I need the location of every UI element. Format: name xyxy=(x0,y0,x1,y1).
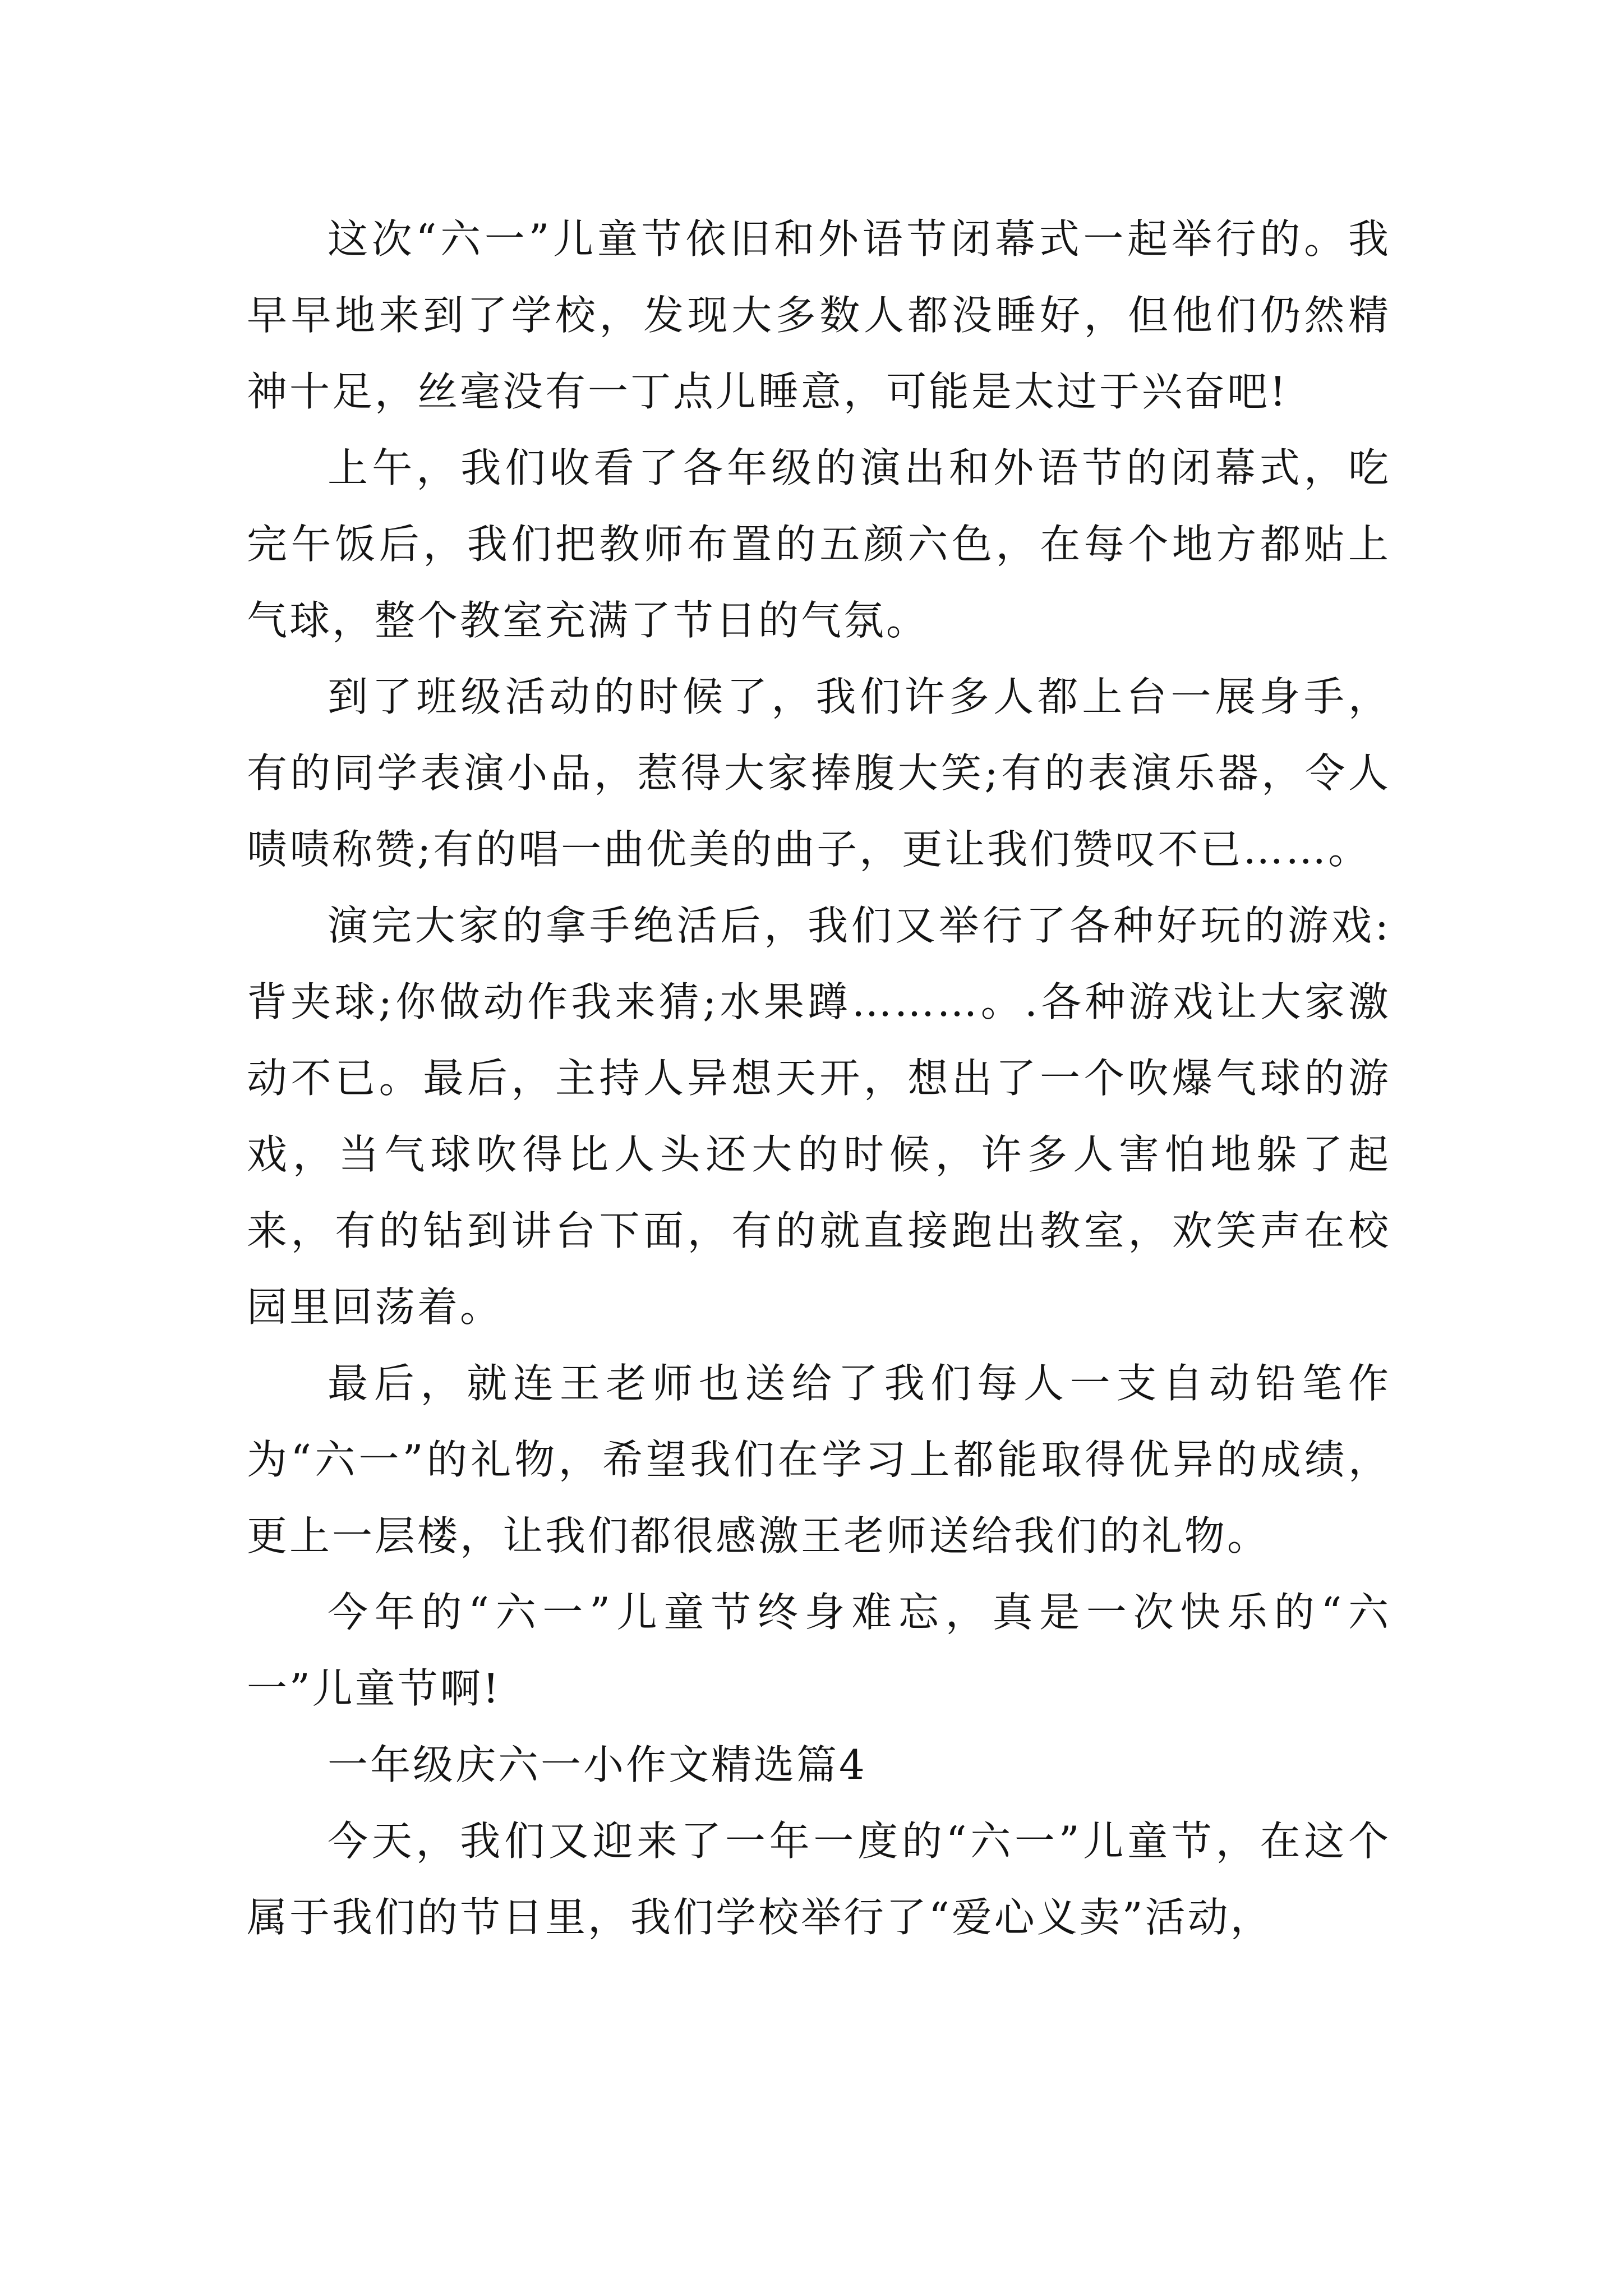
paragraph-1: 这次“六一”儿童节依旧和外语节闭幕式一起举行的。我早早地来到了学校，发现大多数人都没睡好，但他们仍然精神十足，丝毫没有一丁点儿睡意，可能是太过于兴奋吧! xyxy=(247,215,1391,415)
document-body xyxy=(247,201,1391,1955)
paragraph-4: 演完大家的拿手绝活后，我们又举行了各种好玩的游戏:背夹球;你做动作我来猜;水果蹲………。.各种游戏让大家激动不已。最后，主持人异想天开，想出了一个吹爆气球的游戏，当气球吹得比人头还大的时候，许多人害怕地躲了起来，有的钻到讲台下面，有的就直接跑出教室，欢笑声在校园里回荡着。 xyxy=(247,902,1391,1331)
paragraph-2: 上午，我们收看了各年级的演出和外语节的闭幕式，吃完午饭后，我们把教师布置的五颜六色，在每个地方都贴上气球，整个教室充满了节日的气氛。 xyxy=(247,444,1391,644)
paragraph-7: 今天，我们又迎来了一年一度的“六一”儿童节，在这个属于我们的节日里，我们学校举行了“爱心义卖”活动， xyxy=(247,1818,1391,1941)
paragraph-5: 最后，就连王老师也送给了我们每人一支自动铅笔作为“六一”的礼物，希望我们在学习上都能取得优异的成绩，更上一层楼，让我们都很感激王老师送给我们的礼物。 xyxy=(247,1360,1391,1559)
paragraph-3: 到了班级活动的时候了，我们许多人都上台一展身手，有的同学表演小品，惹得大家捧腹大笑;有的表演乐器，令人啧啧称赞;有的唱一曲优美的曲子，更让我们赞叹不已……。 xyxy=(247,673,1391,873)
section-heading: 一年级庆六一小作文精选篇4 xyxy=(328,1741,867,1788)
paragraph-6: 今年的“六一”儿童节终身难忘，真是一次快乐的“六一”儿童节啊! xyxy=(247,1589,1391,1712)
